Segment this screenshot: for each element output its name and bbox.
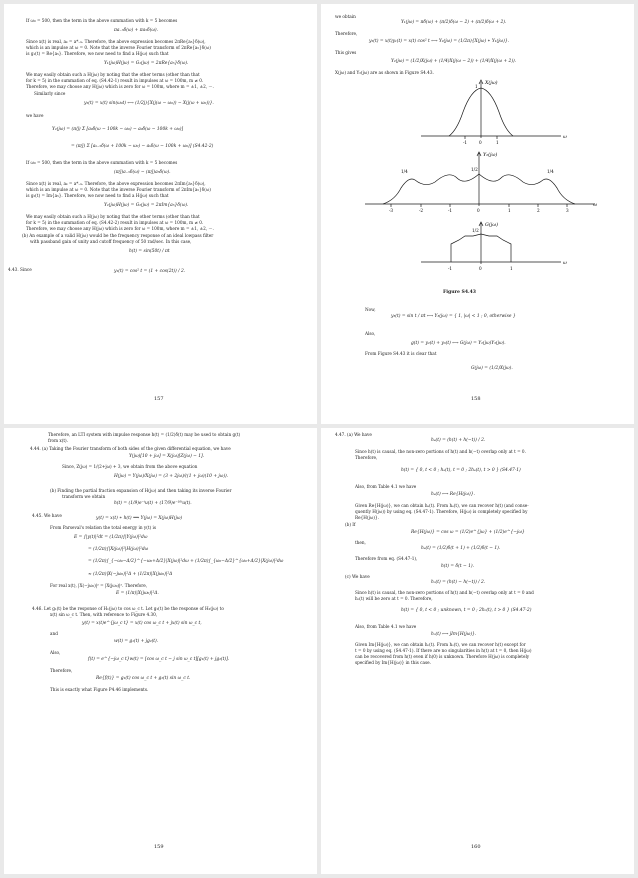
equation: E = ∫|y(t)|²dt = (1/2π)∫|Y(jω)|²dω — [74, 535, 148, 540]
page-number: 159 — [154, 844, 164, 850]
page-158 — [321, 4, 634, 424]
text-line: Since x(t) is real, aₖ = a*₋ₖ. Therefore, the above expression becomes 2πRe{a₅}δ(ω), — [26, 39, 206, 44]
text-line: If ω₀ = 500, then the term in the above summation with k = 5 becomes — [26, 18, 178, 23]
equation: g(t) = y₂(t) + y₃(t) ⟷ G(jω) = Y₂(jω)Y₃(jω). — [411, 341, 506, 346]
text-line: 4.44. (a) Taking the Fourier transform of both sides of the given differential equation, we have — [30, 446, 231, 451]
tick-label: 2 — [537, 208, 540, 213]
equation: hₒ(t) ⟷ jIm{H(jω)}. — [431, 632, 477, 637]
text-line: (c) We have — [345, 574, 370, 579]
text-line: can be recovered from h(t) even if h(0) is unknown. Therefore H(jω) is completely — [355, 654, 530, 659]
equation: hₑ(t) = (1/2)δ(t + 1) + (1/2)δ(t − 1). — [421, 546, 501, 551]
text-line: we have — [26, 113, 44, 118]
tick-label: -3 — [389, 208, 394, 213]
text-line: Therefore, an LTI system with impulse response h(t) = (1/2)δ(t) may be used to obtain g(t) — [48, 432, 241, 437]
equation: Re{f(t)} = g₁(t) cos ω_c t + g₂(t) sin ω_c t. — [96, 676, 191, 681]
text-line: Therefore from eq. (S4.47-1), — [355, 556, 418, 561]
axis-label-omega: ω — [563, 135, 567, 140]
tick-label: 1 — [508, 208, 511, 213]
tick-label: -1 — [448, 208, 453, 213]
text-line: Also, from Table 4.1 we have — [355, 484, 417, 489]
equation: h(t) = { 0, t < 0 ; hₑ(t), t = 0 ; 2hₑ(t), t > 0 } (S4.47-1) — [401, 468, 521, 473]
tick-label: 0 — [479, 140, 482, 145]
equation: H(jω) = Y(jω)/X(jω) = (3 + 2jω)/((1 + jω)(10 + jω)). — [114, 474, 229, 479]
text-line: and — [50, 631, 58, 636]
text-line: We may easily obtain such a H(jω) by noting that the other terms (other than that — [26, 72, 200, 77]
text-line: (b) An example of a valid H(jω) would be the frequency response of an ideal lowpass filter — [22, 233, 214, 238]
plot-label-g: G(jω) — [485, 223, 498, 228]
text-line: Re{H(jω)}. — [355, 515, 379, 520]
equation: f(t) = e^{−jω_c t}w(t) = [cos ω_c t − j sin ω_c t][g₁(t) + jg₂(t)]. — [88, 657, 230, 662]
equation: h(t) = (1/9)e⁻ᵗu(t) + (17/9)e⁻¹⁰ᵗu(t). — [114, 501, 192, 506]
text-line: Similarly since — [34, 91, 66, 96]
page-157 — [4, 4, 317, 424]
page-number: 157 — [154, 396, 164, 402]
equation: y(t) = x(t)e^{jω_c t} = x(t) cos ω_c t + jx(t) sin ω_c t, — [82, 621, 202, 626]
equation: Y₂(jω) = (π/j) Σ [a₀δ(ω − 100k − ω₀) − a₀δ(ω − 100k + ω₀)] — [52, 127, 184, 132]
text-line: 4.45. We have — [32, 513, 62, 518]
equation: hₑ(t) ⟷ Re{H(jω)}. — [431, 492, 475, 497]
tick-label: -1 — [463, 140, 468, 145]
tick-label: 0 — [479, 266, 482, 271]
text-line: This is exactly what Figure P4.46 implements. — [50, 687, 149, 692]
half-label: 1/2 — [472, 228, 479, 233]
equation: ≈ (1/2π)|X(−jω₀)|²Δ + (1/2π)|X(jω₀)|²Δ — [88, 572, 173, 577]
text-line: From Figure S4.43 it is clear that — [365, 351, 437, 356]
tick-label: -1 — [448, 266, 453, 271]
page-number: 158 — [471, 396, 481, 402]
text-line: This gives — [335, 50, 357, 55]
page-number: 160 — [471, 844, 481, 850]
text-line: Now, — [365, 307, 376, 312]
text-line: Given Re{H(jω)}, we can obtain hₑ(t). From hₑ(t), we can recover h(t) (and conse- — [355, 503, 529, 508]
text-line: We may easily obtain such a H(jω) by noting that the other terms (other than that — [26, 214, 200, 219]
text-line: (b) If — [345, 522, 356, 527]
text-line: for k = 5) in the summation of eq. (S4.42-1) result in impulses at ω = 100m, m ≠ 0. — [26, 78, 204, 83]
figure-caption: Figure S4.43 — [443, 290, 477, 295]
equation: Y₁(jω)H(jω) = G₁(jω) = 2πRe{a₅}δ(ω). — [104, 61, 189, 66]
equation: h(t) = { 0, t < 0 ; unknown, t = 0 ; 2hₒ(t), t > 0 } (S4.47-2) — [401, 608, 532, 613]
equation: w(t) = g₁(t) + jg₂(t). — [114, 639, 159, 644]
equation: πa₋₅δ(ω) + πa₅δ(ω). — [114, 28, 159, 33]
equation: y(t) = x(t) ∗ h(t) ⟹ Y(jω) = X(jω)H(jω) — [96, 516, 183, 521]
text-line: t = 0 by using eq. (S4.47-1). If there are no singularities in h(t) at t = 0, then H(jω) — [355, 648, 532, 653]
equation: hₑ(t) = (h(t) + h(−t)) / 2. — [431, 438, 486, 443]
equation: (π/j)a₋₅δ(ω) − (π/j)a₅δ(ω). — [114, 170, 171, 175]
equation: G(jω) = (1/2)X(jω). — [471, 366, 513, 371]
equation: y₂(t) = x(t)y₁(t) = x(t) cos² t ⟷ Y₂(jω) = (1/2π){X(jω) ∗ Y₁(jω)}. — [369, 39, 510, 44]
text-line: is g₁(t) = Re{a₅}. Therefore, we now need to find a H(jω) such that — [26, 51, 169, 56]
text-line: is g₂(t) = Im{a₅}. Therefore, we now need to find a H(jω) such that — [26, 193, 169, 198]
text-line: Since x(t) is real, aₖ = a*₋ₖ. Therefore, the above expression becomes 2πIm{a₅}δ(ω), — [26, 181, 206, 186]
page-159 — [4, 428, 317, 874]
equation: E = (1/π)|X(jω₀)|²Δ. — [116, 591, 159, 596]
text-line: For real x(t), |X(−jω₀)|² = |X(jω₀)|². Therefore, — [50, 583, 148, 588]
text-line: transform we obtain — [62, 494, 106, 499]
text-line: then, — [355, 540, 366, 545]
text-line: x(t) sin ω_c t. Then, with reference to Figure 4.30, — [50, 612, 158, 617]
text-line: From Parseval's relation the total energy in y(t) is — [50, 525, 156, 530]
quarter-label-right: 1/4 — [547, 169, 554, 174]
text-line: 4.46. Let g₁(t) be the response of H₁(jω) to cos ω_c t. Let g₂(t) be the response of H₂(jω) to — [32, 606, 224, 611]
equation: Re{H(jω)} = cos ω = (1/2)e^{jω} + (1/2)e^{−jω} — [411, 530, 525, 535]
text-line: Since, Z(jω) = 1/(2+jω) + 3, we obtain from the above equation — [62, 464, 198, 469]
text-line: Therefore, we may choose any H(jω) which is zero for ω = 100m, where m = ±1, ±2, ···. — [26, 84, 214, 89]
text-line: Therefore, — [355, 455, 378, 460]
text-line: with passband gain of unity and cutoff frequency of 50 rad/sec. In this case, — [30, 239, 192, 244]
tick-label: 1 — [496, 140, 499, 145]
peak-label: 1 — [475, 84, 478, 89]
text-line: (b) Finding the partial fraction expansion of H(jω) and then taking its inverse Fourier — [50, 488, 232, 493]
equation: = (1/2π)∫|X(jω)|²|H(jω)|²dω — [88, 547, 149, 552]
equation: y₃(t) = sin t / πt ⟷ Y₃(jω) = { 1, |ω| < 1 ; 0, otherwise } — [391, 314, 516, 319]
tick-label: 0 — [477, 208, 480, 213]
text-line: X(jω) and Y₂(jω) are as shown in Figure S4.43. — [335, 70, 434, 75]
tick-label: 1 — [510, 266, 513, 271]
text-line: Therefore, — [335, 31, 358, 36]
text-line: Also, — [50, 650, 61, 655]
equation: Y₁(jω) = πδ(ω) + (π/2)δ(ω − 2) + (π/2)δ(ω + 2). — [401, 20, 507, 25]
tick-label: 3 — [566, 208, 569, 213]
text-line: Therefore, — [50, 668, 73, 673]
text-line: hₒ(t) will be zero at t = 0. Therefore, — [355, 596, 433, 601]
equation: h(t) = sin(50t) / πt — [129, 249, 170, 254]
equation: Y₂(jω)H(jω) = G₂(jω) = 2πIm{a₅}δ(ω). — [104, 203, 189, 208]
plot-label-y2: Y₂(jω) — [483, 153, 498, 158]
text-line: quently H(jω)) by using eq. (S4.47-1). Therefore, H(jω) is completely specified by — [355, 509, 528, 514]
text-line: which is an impulse at ω = 0. Note that the inverse Fourier transform of 2πIm{a₅}δ(ω) — [26, 187, 211, 192]
equation: Y(jω)[10 + jω] = X(jω)[Z(jω) − 1]. — [129, 454, 205, 459]
text-line: from x(t). — [48, 438, 69, 443]
equation: Y₂(jω) = (1/2)X(jω) + (1/4)X(j(ω − 2)) + (1/4)X(j(ω + 2)). — [391, 59, 517, 64]
figure-s4-43 — [361, 76, 601, 284]
half-label: 1/2 — [471, 167, 478, 172]
equation: = (1/2π)∫_{−ω₀−Δ/2}^{−ω₀+Δ/2}|X(jω)|²dω + (1/2π)∫_{ω₀−Δ/2}^{ω₀+Δ/2}|X(jω)|²dω — [88, 559, 284, 564]
page-160 — [321, 428, 634, 874]
text-line: Therefore, we may choose any H(jω) which is zero for ω = 100m, where m = ±1, ±2, ···. — [26, 226, 214, 231]
text-line: Given Im{H(jω)}, we can obtain hₒ(t). From hₒ(t), we can recover h(t) except for — [355, 642, 526, 647]
equation: h(t) = δ(t − 1). — [441, 564, 474, 569]
plot-label-x: X(jω) — [485, 81, 498, 86]
text-line: for k = 5) in the summation of eq. (S4.42-2) result in impulses at ω = 100m, m ≠ 0. — [26, 220, 204, 225]
text-line: 4.47. (a) We have — [335, 432, 372, 437]
text-line: specified by Im{H(jω)} in this case. — [355, 660, 431, 665]
axis-label-omega: ω — [563, 261, 567, 266]
text-line: Since h(t) is causal, the non-zero portions of h(t) and h(−t) overlap only at t = 0. — [355, 449, 526, 454]
text-line: If ω₀ = 500, then the term in the above summation with k = 5 becomes — [26, 160, 178, 165]
text-line: which is an impulse at ω = 0. Note that the inverse Fourier transform of 2πRe{a₅}δ(ω) — [26, 45, 211, 50]
equation: y₂(t) = x(t) sin(ω₀t) ⟷ (1/2j){X(j(ω − ω₀)) − X(j(ω + ω₀))}. — [84, 101, 214, 106]
quarter-label-left: 1/4 — [401, 169, 408, 174]
equation: y₁(t) = cos² t = (1 + cos(2t)) / 2. — [114, 269, 186, 274]
text-line: we obtain — [335, 14, 356, 19]
tick-label: -2 — [419, 208, 424, 213]
axis-label-omega: ω — [593, 203, 597, 208]
equation: hₒ(t) = (h(t) − h(−t)) / 2. — [431, 580, 486, 585]
problem-label: 4.43. Since — [8, 267, 32, 272]
text-line: Also, — [365, 331, 376, 336]
equation: = (π/j) Σ [aₖ₋₅δ(ω + 100k − ω₀) − aₖδ(ω − 100k + ω₀)] (S4.42-2) — [71, 144, 214, 149]
text-line: Since h(t) is causal, the non-zero portions of h(t) and h(−t) overlap only at t = 0 and — [355, 590, 534, 595]
text-line: Also, from Table 4.1 we have — [355, 624, 417, 629]
